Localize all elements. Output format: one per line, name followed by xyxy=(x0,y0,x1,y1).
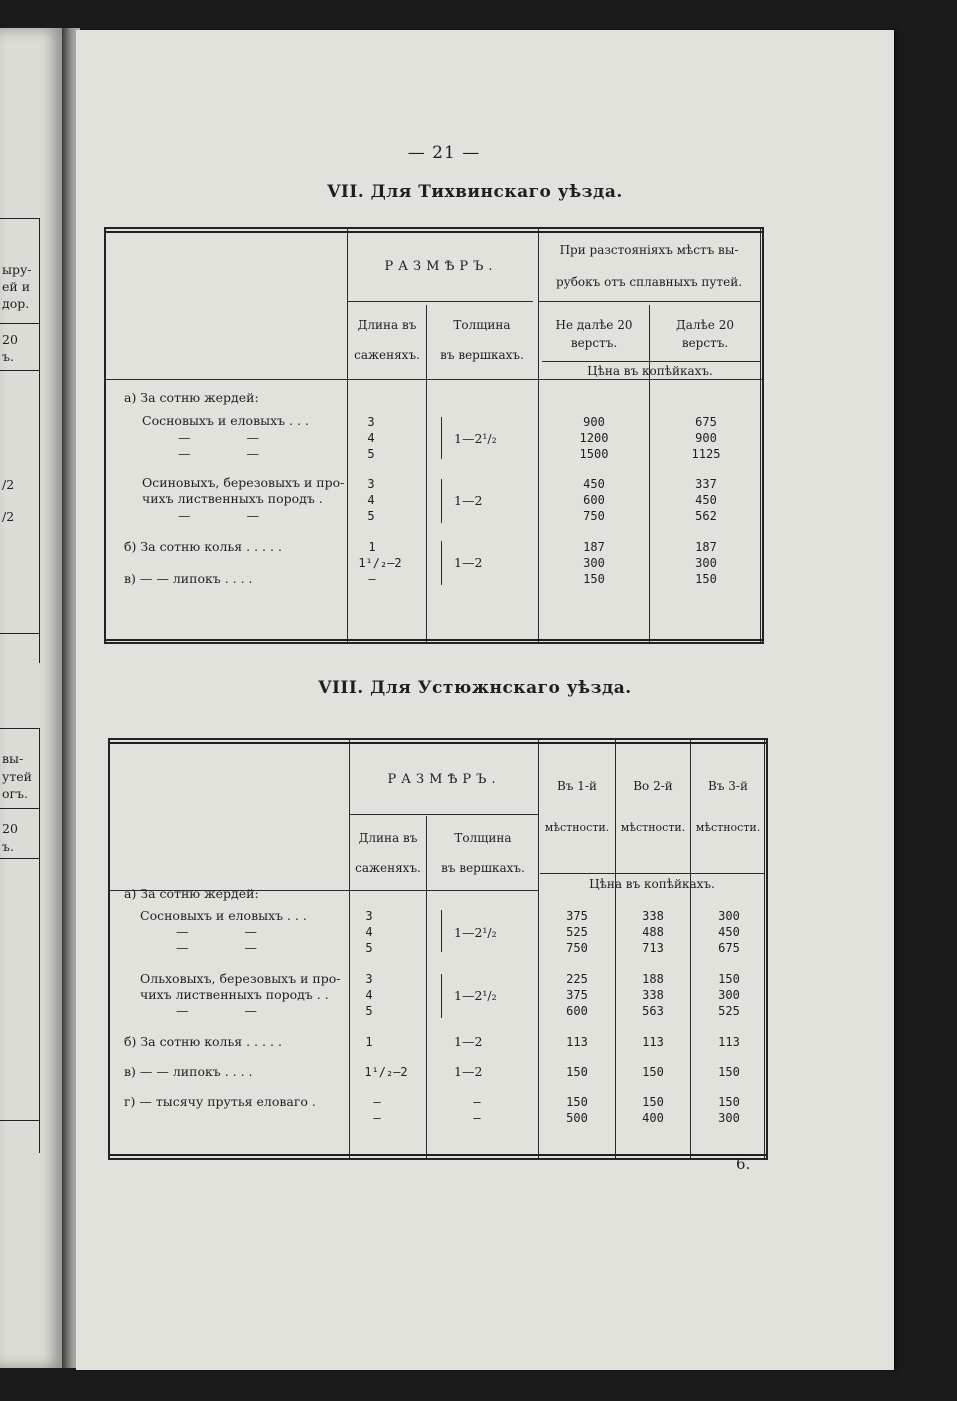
price-value: 488 xyxy=(642,925,664,939)
price-value: 500 xyxy=(566,1111,588,1125)
row-label: в) — — липокъ . . . . xyxy=(124,571,253,586)
header-loc3-line2: мѣстности. xyxy=(695,821,761,834)
left-fragment-text: /2 xyxy=(2,477,15,492)
price-value: 113 xyxy=(642,1035,664,1049)
price-value: 525 xyxy=(566,925,588,939)
length-value: — xyxy=(373,1095,381,1109)
left-fragment-text: 20 xyxy=(2,332,18,347)
ditto-marks: — — xyxy=(176,1003,257,1018)
header-col-b-line2: верстъ. xyxy=(681,336,729,350)
thickness-value: 1—2¹/₂ xyxy=(454,988,497,1003)
price-value: 563 xyxy=(642,1004,664,1018)
thickness-value: — xyxy=(473,1095,481,1109)
row-label: Сосновыхъ и еловыхъ . . . xyxy=(140,908,307,923)
row-label: б) За сотню колья . . . . . xyxy=(124,1034,282,1049)
length-value: 4 xyxy=(365,925,373,939)
price-value: 525 xyxy=(718,1004,740,1018)
brace-mark xyxy=(441,479,447,523)
header-col-b-line1: Далѣе 20 xyxy=(676,318,734,332)
document-page xyxy=(76,30,894,1370)
left-fragment-text: ей и xyxy=(2,279,31,294)
header-price: Цѣна въ копѣйкахъ. xyxy=(587,364,713,378)
price-value: 675 xyxy=(695,415,717,429)
ditto-marks: — — xyxy=(178,430,259,445)
price-value: 338 xyxy=(642,988,664,1002)
row-label: б) За сотню колья . . . . . xyxy=(124,539,282,554)
length-value: 1 xyxy=(365,1035,373,1049)
price-value: 187 xyxy=(583,540,605,554)
header-length-line1: Длина въ xyxy=(358,831,418,845)
header-thickness-line2: въ вершкахъ. xyxy=(441,861,525,875)
price-value: 338 xyxy=(642,909,664,923)
price-value: 225 xyxy=(566,972,588,986)
left-page-fragment xyxy=(0,28,62,1368)
price-value: 375 xyxy=(566,988,588,1002)
header-loc2-line2: мѣстности. xyxy=(620,821,686,834)
length-value: 1¹/₂—2 xyxy=(358,556,402,570)
brace-mark xyxy=(441,541,447,585)
row-label: чихъ лиственныхъ породъ . . xyxy=(140,987,329,1002)
price-value: 450 xyxy=(718,925,740,939)
price-value: 150 xyxy=(583,572,605,586)
length-value: 4 xyxy=(367,493,375,507)
length-value: 1¹/₂—2 xyxy=(364,1065,408,1079)
ditto-marks: — — xyxy=(176,940,257,955)
price-value: 600 xyxy=(583,493,605,507)
price-value: 1125 xyxy=(691,447,721,461)
price-value: 600 xyxy=(566,1004,588,1018)
price-value: 675 xyxy=(718,941,740,955)
price-value: 750 xyxy=(566,941,588,955)
page-number: — 21 — xyxy=(407,143,481,163)
header-thickness-line2: въ вершкахъ. xyxy=(440,348,524,362)
brace-mark xyxy=(441,910,447,952)
length-value: 3 xyxy=(367,415,375,429)
left-fragment-text: ыру- xyxy=(2,262,32,277)
length-value: 5 xyxy=(365,941,373,955)
price-value: 450 xyxy=(583,477,605,491)
handwritten-mark: 6. xyxy=(736,1155,751,1173)
header-distance-line2: рубокъ отъ сплавныхъ путей. xyxy=(555,275,743,289)
header-distance-line1: При разстояніяхъ мѣстъ вы- xyxy=(559,243,739,257)
length-value: 3 xyxy=(367,477,375,491)
price-value: 400 xyxy=(642,1111,664,1125)
row-label: в) — — липокъ . . . . xyxy=(124,1064,253,1079)
header-col-a-line1: Не далѣе 20 xyxy=(555,318,633,332)
left-fragment-text: ъ. xyxy=(2,839,14,854)
header-length-line2: саженяхъ. xyxy=(354,348,420,362)
length-value: 3 xyxy=(365,909,373,923)
price-value: 450 xyxy=(695,493,717,507)
left-fragment-text: 20 xyxy=(2,821,18,836)
length-value: 5 xyxy=(365,1004,373,1018)
header-loc3-line1: Въ 3-й xyxy=(708,779,748,793)
price-value: 187 xyxy=(695,540,717,554)
length-value: 5 xyxy=(367,447,375,461)
header-thickness-line1: Толщина xyxy=(453,318,511,332)
price-value: 713 xyxy=(642,941,664,955)
length-value: — xyxy=(373,1111,381,1125)
left-fragment-text: огъ. xyxy=(2,786,29,801)
row-label: а) За сотню жердей: xyxy=(124,886,259,901)
ditto-marks: — — xyxy=(178,446,259,461)
length-value: 4 xyxy=(367,431,375,445)
row-label: г) — тысячу прутья еловаго . xyxy=(124,1094,316,1109)
left-fragment-text: утей xyxy=(2,769,32,784)
row-label: Осиновыхъ, березовыхъ и про- xyxy=(142,475,345,490)
price-value: 337 xyxy=(695,477,717,491)
price-value: 900 xyxy=(695,431,717,445)
header-loc1-line1: Въ 1-й xyxy=(557,779,597,793)
length-value: 5 xyxy=(367,509,375,523)
row-label: а) За сотню жердей: xyxy=(124,390,259,405)
price-value: 188 xyxy=(642,972,664,986)
price-value: 300 xyxy=(583,556,605,570)
header-loc1-line2: мѣстности. xyxy=(544,821,610,834)
thickness-value: 1—2 xyxy=(454,1034,483,1049)
header-loc2-line1: Во 2-й xyxy=(633,779,673,793)
header-length-line2: саженяхъ. xyxy=(355,861,421,875)
price-value: 300 xyxy=(695,556,717,570)
price-value: 1200 xyxy=(579,431,609,445)
thickness-value: 1—2 xyxy=(454,1064,483,1079)
section-viii-title: VIII. Для Устюжнскаго уѣзда. xyxy=(318,678,632,698)
price-value: 150 xyxy=(718,972,740,986)
price-value: 150 xyxy=(718,1095,740,1109)
table-viii xyxy=(108,738,768,1160)
left-fragment-text: дор. xyxy=(2,296,30,311)
price-value: 1500 xyxy=(579,447,609,461)
row-label: чихъ лиственныхъ породъ . xyxy=(142,491,323,506)
header-razmer: РАЗМѢРЪ. xyxy=(387,772,501,787)
row-label: Сосновыхъ и еловыхъ . . . xyxy=(142,413,309,428)
left-fragment-text: /2 xyxy=(2,509,15,524)
thickness-value: — xyxy=(473,1111,481,1125)
brace-mark xyxy=(441,417,447,459)
price-value: 562 xyxy=(695,509,717,523)
price-value: 150 xyxy=(642,1065,664,1079)
length-value: 1 xyxy=(368,540,376,554)
brace-mark xyxy=(441,974,447,1018)
header-thickness-line1: Толщина xyxy=(454,831,512,845)
left-fragment-text: ъ. xyxy=(2,349,14,364)
length-value: 4 xyxy=(365,988,373,1002)
ditto-marks: — — xyxy=(176,924,257,939)
thickness-value: 1—2¹/₂ xyxy=(454,925,497,940)
section-vii-title: VII. Для Тихвинскаго уѣзда. xyxy=(327,182,623,202)
price-value: 150 xyxy=(642,1095,664,1109)
header-price: Цѣна въ копѣйкахъ. xyxy=(589,877,715,891)
ditto-marks: — — xyxy=(178,508,259,523)
price-value: 300 xyxy=(718,909,740,923)
thickness-value: 1—2¹/₂ xyxy=(454,431,497,446)
price-value: 150 xyxy=(566,1095,588,1109)
header-razmer: РАЗМѢРЪ. xyxy=(384,259,498,274)
price-value: 113 xyxy=(718,1035,740,1049)
price-value: 900 xyxy=(583,415,605,429)
length-value: 3 xyxy=(365,972,373,986)
price-value: 300 xyxy=(718,988,740,1002)
length-value: — xyxy=(368,572,376,586)
price-value: 113 xyxy=(566,1035,588,1049)
left-fragment-text: вы- xyxy=(2,751,24,766)
price-value: 375 xyxy=(566,909,588,923)
price-value: 150 xyxy=(566,1065,588,1079)
price-value: 300 xyxy=(718,1111,740,1125)
thickness-value: 1—2 xyxy=(454,493,483,508)
price-value: 750 xyxy=(583,509,605,523)
price-value: 150 xyxy=(695,572,717,586)
header-col-a-line2: верстъ. xyxy=(570,336,618,350)
table-vii xyxy=(104,227,764,644)
row-label: Ольховыхъ, березовыхъ и про- xyxy=(140,971,341,986)
price-value: 150 xyxy=(718,1065,740,1079)
header-length-line1: Длина въ xyxy=(357,318,417,332)
thickness-value: 1—2 xyxy=(454,555,483,570)
